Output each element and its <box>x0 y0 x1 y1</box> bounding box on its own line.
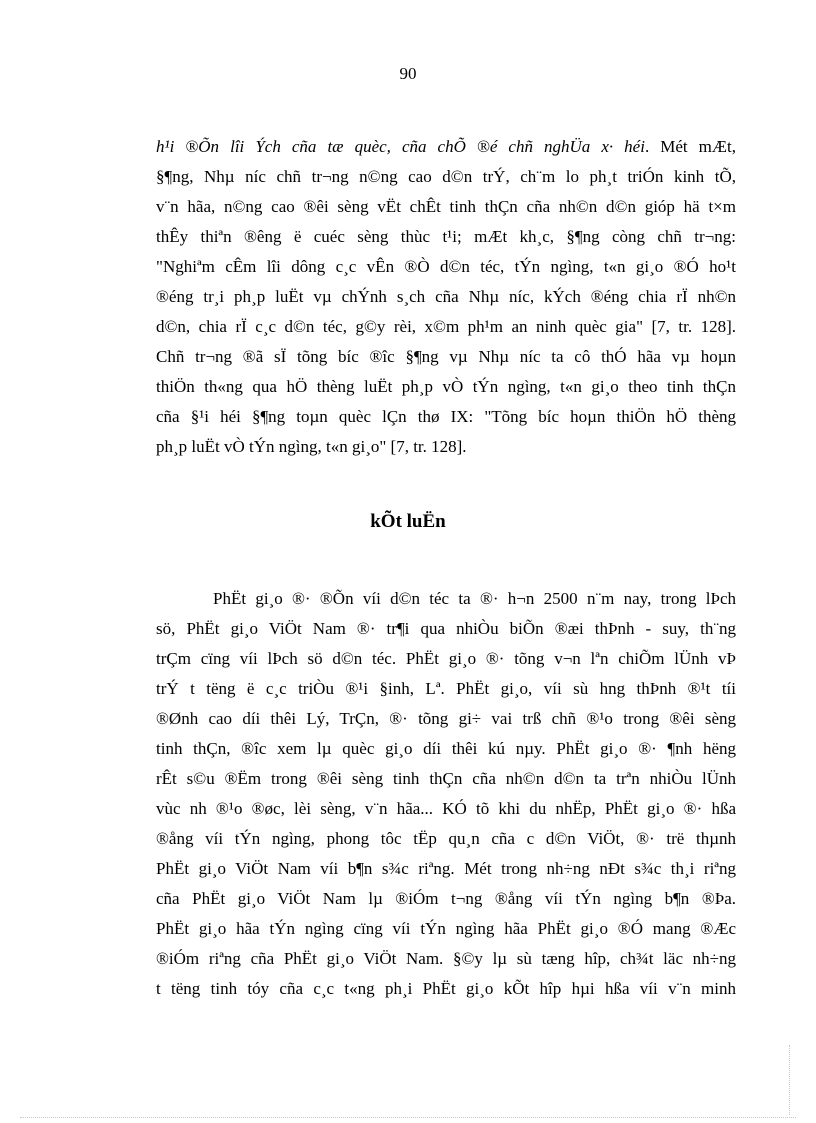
italic-span: h¹i ®Õn lîi Ých cña tæ quèc, cña chÕ ®é chñ nghÜa x· héi <box>156 137 645 156</box>
paragraph-line: tinh thÇn, ®îc xem lµ quèc gi¸o díi thêi kú nµy. PhËt gi¸o ®· ¶nh hëng <box>156 739 736 758</box>
paragraph-line: thiÖn th«ng qua hÖ thèng luËt ph¸p vÒ tÝn ngìng, t«n gi¸o theo tinh thÇn <box>156 377 736 396</box>
paragraph-line: t tëng tinh tóy cña c¸c t«ng ph¸i PhËt gi¸o kÕt hîp hµi hßa víi v¨n minh <box>156 979 736 998</box>
paragraph-line: sö, PhËt gi¸o ViÖt Nam ®· tr¶i qua nhiÒu biÕn ®æi thÞnh - suy, th¨ng <box>156 619 736 638</box>
paragraph-line: rÊt s©u ®Ëm trong ®êi sèng tinh thÇn cña nh©n d©n ta trªn nhiÒu lÜnh <box>156 769 736 788</box>
paragraph-line: ®ång víi tÝn ngìng, phong tôc tËp qu¸n cña c d©n ViÖt, ®· trë thµnh <box>156 829 736 848</box>
page-right-border <box>789 1045 790 1115</box>
paragraph-line: v¨n hãa, n©ng cao ®êi sèng vËt chÊt tinh thÇn cña nh©n d©n gióp hä t×m <box>156 197 736 216</box>
paragraph-line: §¶ng, Nhµ níc chñ tr¬ng n©ng cao d©n trÝ, ch¨m lo ph¸t triÓn kinh tÕ, <box>156 167 736 186</box>
paragraph-line: PhËt gi¸o hãa tÝn ngìng cïng víi tÝn ngìng hãa PhËt gi¸o ®Ó mang ®Æc <box>156 919 736 938</box>
section-heading: kÕt luËn <box>370 511 446 532</box>
paragraph-line: ph¸p luËt vÒ tÝn ngìng, t«n gi¸o" [7, tr. 128]. <box>156 437 467 456</box>
paragraph-line: trÇm cïng víi lÞch sö d©n téc. PhËt gi¸o ®· tõng v¬n lªn chiÕm lÜnh vÞ <box>156 649 736 668</box>
paragraph-line: ®Ønh cao díi thêi Lý, TrÇn, ®· tõng gi÷ vai trß chñ ®¹o trong ®êi sèng <box>156 709 736 728</box>
page-bottom-border <box>20 1117 796 1118</box>
text-span: . Mét mÆt, <box>644 137 736 156</box>
page-number: 90 <box>399 64 417 83</box>
paragraph-line: Chñ tr¬ng ®ã sÏ tõng bíc ®îc §¶ng vµ Nhµ níc ta cô thÓ hãa vµ hoµn <box>156 347 736 366</box>
paragraph-line: vùc nh ®¹o ®øc, lèi sèng, v¨n hãa... KÓ tõ khi du nhËp, PhËt gi¸o ®· hßa <box>156 799 736 818</box>
paragraph-line: trÝ t tëng ë c¸c triÒu ®¹i §inh, Lª. PhËt gi¸o, víi sù hng thÞnh ®¹t tíi <box>156 679 736 698</box>
paragraph-line: d©n, chia rÏ c¸c d©n téc, g©y rèi, x©m ph¹m an ninh quèc gia" [7, tr. 128]. <box>156 317 736 336</box>
paragraph-line: cña PhËt gi¸o ViÖt Nam lµ ®iÓm t¬ng ®ång víi tÝn ngìng b¶n ®Þa. <box>156 889 736 908</box>
paragraph-line: PhËt gi¸o ®· ®Õn víi d©n téc ta ®· h¬n 2500 n¨m nay, trong lÞch <box>213 589 736 608</box>
paragraph-line <box>156 137 736 157</box>
paragraph-line: ®éng tr¸i ph¸p luËt vµ chÝnh s¸ch cña Nhµ níc, kÝch ®éng chia rÏ nh©n <box>156 287 736 306</box>
paragraph-line: ®iÓm riªng cña PhËt gi¸o ViÖt Nam. §©y lµ sù tæng hîp, ch¾t läc nh÷ng <box>156 949 736 968</box>
paragraph-line: cña §¹i héi §¶ng toµn quèc lÇn thø IX: "Tõng bíc hoµn thiÖn hÖ thèng <box>156 407 736 426</box>
paragraph-line: PhËt gi¸o ViÖt Nam víi b¶n s¾c riªng. Mét trong nh÷ng nÐt s¾c th¸i riªng <box>156 859 736 878</box>
paragraph-line: "Nghiªm cÊm lîi dông c¸c vÊn ®Ò d©n téc, tÝn ngìng, t«n gi¸o ®Ó ho¹t <box>156 257 736 276</box>
paragraph-line: thÊy thiªn ®êng ë cuéc sèng thùc t¹i; mÆt kh¸c, §¶ng còng chñ tr¬ng: <box>156 227 736 246</box>
